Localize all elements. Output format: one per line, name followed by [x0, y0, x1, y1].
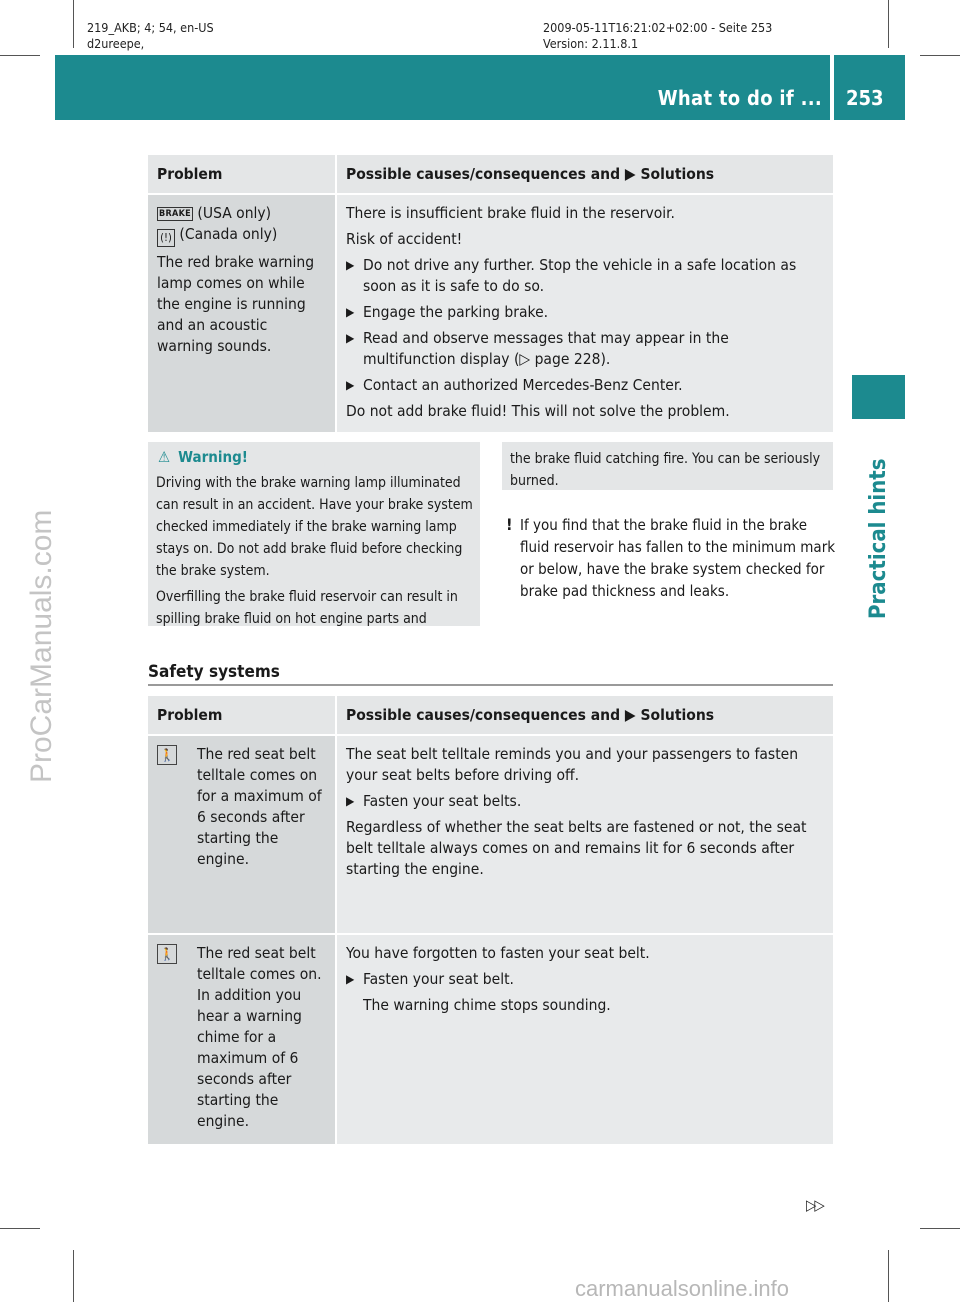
bullet-text: Engage the parking brake.	[363, 303, 549, 321]
canada-only-label: (Canada only)	[175, 225, 278, 243]
arrow-icon: ▶	[346, 972, 355, 986]
col-solutions-prefix: Possible causes/consequences and	[346, 165, 621, 183]
table-header-row	[148, 155, 833, 194]
section-divider	[148, 684, 833, 686]
warning-continuation-text: the brake fluid catching fire. You can be seriously burned.	[510, 451, 821, 489]
cause-text: The seat belt telltale reminds you and your passengers to fasten your seat belts before driving off.	[346, 745, 799, 784]
exclamation-icon: !	[506, 515, 513, 534]
table-header-row	[148, 696, 833, 735]
solution-bullet	[346, 969, 825, 990]
warning-paragraph: Overfilling the brake fluid reservoir can result in spilling brake fluid on hot engine parts and	[156, 589, 458, 627]
cause-text: You have forgotten to fasten your seat belt.	[346, 944, 650, 962]
crop-mark	[0, 55, 40, 56]
solution-bullet	[346, 255, 825, 297]
crop-mark	[920, 55, 960, 56]
print-meta-line: d2ureepe,	[87, 36, 145, 51]
brake-circle-icon: (!)	[157, 229, 175, 247]
page-number: 253	[846, 86, 884, 110]
warning-continuation-box	[502, 442, 833, 490]
arrow-icon: ▶	[346, 331, 355, 345]
warning-box	[148, 442, 480, 626]
crop-mark	[73, 0, 74, 48]
note	[506, 514, 836, 602]
cause-text: Risk of accident!	[346, 230, 463, 248]
warning-body	[156, 472, 474, 634]
continue-icon: ▷▷	[806, 1196, 823, 1214]
crop-mark	[73, 1250, 74, 1302]
problem-text: The red seat belt telltale comes on. In addition you hear a warning chime for a maximum of 6 seconds after starting the engine.	[197, 944, 322, 1130]
warning-heading	[158, 448, 248, 466]
table-row	[148, 735, 833, 934]
col-solutions-prefix: Possible causes/consequences and	[346, 706, 621, 724]
cause-text: There is insufficient brake fluid in the reservoir.	[346, 204, 675, 222]
arrow-icon: ▶	[624, 706, 636, 724]
bullet-text: Fasten your seat belt.	[363, 970, 514, 988]
bullet-text: Do not drive any further. Stop the vehicle in a safe location as soon as it is safe to do so.	[363, 256, 797, 295]
solution-bullet	[346, 791, 825, 812]
solutions-cell	[336, 934, 833, 1144]
sidebar-label: Practical hints	[866, 458, 891, 619]
problem-text: The red brake warning lamp comes on while the engine is running and an acoustic warning sounds.	[157, 253, 315, 355]
problem-table-brake	[148, 155, 833, 432]
solution-bullet	[346, 375, 825, 396]
col-solutions-header	[336, 696, 833, 735]
crop-mark	[920, 1228, 960, 1229]
note-text: If you find that the brake fluid in the brake fluid reservoir has fallen to the minimum mark or below, have the brake system checked for brake pad thickness and leaks.	[520, 516, 836, 600]
sidebar-tab	[852, 375, 905, 419]
usa-only-label: (USA only)	[192, 204, 272, 222]
col-solutions-suffix: Solutions	[640, 165, 715, 183]
col-problem-header: Problem	[148, 696, 336, 735]
solutions-cell	[336, 735, 833, 934]
print-meta-line: 219_AKB; 4; 54, en-US	[87, 20, 214, 35]
print-meta-right	[543, 20, 772, 52]
crop-mark	[888, 1250, 889, 1302]
watermark: ProCarManuals.com	[25, 510, 58, 784]
seat-belt-icon: 🚶	[157, 944, 177, 964]
bullet-text: Fasten your seat belts.	[363, 792, 522, 810]
arrow-icon: ▶	[346, 378, 355, 392]
solutions-cell	[336, 194, 833, 432]
problem-text: The red seat belt telltale comes on for a maximum of 6 seconds after starting the engine.	[197, 745, 322, 868]
print-meta-left	[87, 20, 214, 52]
table-row	[148, 194, 833, 432]
bullet-text: Contact an authorized Mercedes-Benz Center.	[363, 376, 683, 394]
solution-bullet	[346, 328, 825, 370]
bullet-text: Read and observe messages that may appear in the multifunction display (▷ page 228).	[363, 329, 729, 368]
warning-triangle-icon: ⚠	[158, 448, 171, 466]
page-title: What to do if ...	[657, 86, 822, 110]
warning-paragraph: Driving with the brake warning lamp illuminated can result in an accident. Have your brake system checked immediately if the brake warning lamp stays on. Do not add brake fluid before checking the brake system.	[156, 475, 473, 579]
warning-title: Warning!	[178, 448, 248, 466]
table-row	[148, 934, 833, 1144]
problem-cell	[148, 934, 336, 1144]
solution-bullet	[346, 302, 825, 323]
cause-text: Regardless of whether the seat belts are fastened or not, the seat belt telltale always comes on and remains lit for 6 seconds after starting the engine.	[346, 818, 807, 878]
col-problem-header: Problem	[148, 155, 336, 194]
problem-cell	[148, 735, 336, 934]
arrow-icon: ▶	[624, 165, 636, 183]
bullet-subtext: The warning chime stops sounding.	[363, 996, 611, 1014]
col-solutions-suffix: Solutions	[640, 706, 715, 724]
arrow-icon: ▶	[346, 794, 355, 808]
problem-cell	[148, 194, 336, 432]
print-meta-line: 2009-05-11T16:21:02+02:00 - Seite 253	[543, 20, 773, 35]
seat-belt-icon: 🚶	[157, 745, 177, 765]
col-solutions-header	[336, 155, 833, 194]
section-title: Safety systems	[148, 662, 280, 682]
crop-mark	[888, 0, 889, 48]
footer-url: carmanualsonline.info	[575, 1276, 790, 1301]
problem-table-seatbelt	[148, 696, 833, 1144]
print-meta-line: Version: 2.11.8.1	[543, 36, 639, 51]
brake-warning-icon: BRAKE	[159, 209, 191, 219]
arrow-icon: ▶	[346, 258, 355, 272]
arrow-icon: ▶	[346, 305, 355, 319]
closing-text: Do not add brake fluid! This will not solve the problem.	[346, 402, 730, 420]
